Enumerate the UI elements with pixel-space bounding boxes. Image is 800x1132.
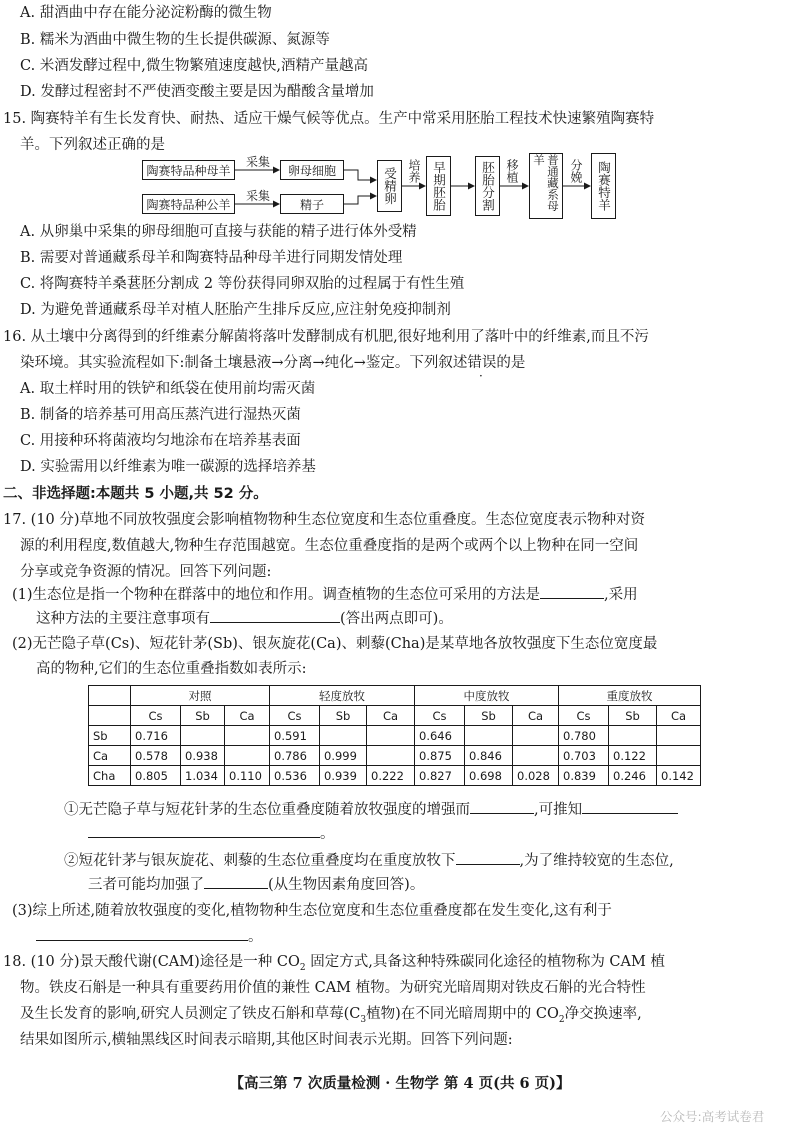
table-cell: 0.999 xyxy=(320,746,367,766)
sub-header: Cs xyxy=(559,706,609,726)
table-cell xyxy=(367,746,415,766)
q18-text: 18. (10 分)景天酸代谢(CAM)途径是一种 CO xyxy=(3,954,300,970)
group-header: 重度放牧 xyxy=(559,686,701,706)
embryo-split-box: 胚胎分割 xyxy=(475,156,500,216)
table-cell: 0.786 xyxy=(270,746,320,766)
q17-part1-notes-text: 这种方法的主要注意事项有 xyxy=(36,611,210,627)
q17-sub2-line2 xyxy=(88,874,424,895)
q15-stem-line2: 羊。下列叙述正确的是 xyxy=(20,137,165,153)
q17-part1-notes-end: (答出两点即可)。 xyxy=(340,611,453,627)
q17-sub1-line1 xyxy=(64,799,678,820)
q17-sub2-end: (从生物因素角度回答)。 xyxy=(268,877,425,893)
q17-stem-line2: 源的利用程度,数值越大,物种生存范围越宽。生态位重叠度指的是两个或两个以上物种在同一空间 xyxy=(20,538,639,554)
q17-stem-line3: 分享或竞争资源的情况。回答下列问题: xyxy=(20,564,272,580)
row-label: Sb xyxy=(89,726,131,746)
table-corner-cell xyxy=(89,686,131,706)
q16-option-d: D. 实验需用以纤维素为唯一碳源的选择培养基 xyxy=(20,459,316,475)
table-cell: 0.591 xyxy=(270,726,320,746)
q17-part2-line2: 高的物种,它们的生态位重叠指数如表所示: xyxy=(36,661,307,677)
q16-option-c: C. 用接种环将菌液均匀地涂布在培养基表面 xyxy=(20,433,301,449)
table-cell: 0.805 xyxy=(131,766,181,786)
arrow-egg-fert xyxy=(344,170,376,180)
q17-part1-text: (1)生态位是指一个物种在群落中的地位和作用。调查植物的生态位可采用的方法是 xyxy=(12,587,541,603)
table-subheader-row xyxy=(89,706,701,726)
q17-sub1-text-cont: ,可推知 xyxy=(534,802,583,818)
table-corner-cell xyxy=(89,706,131,726)
sub-header: Cs xyxy=(131,706,181,726)
recipient-ewe-box: 普通藏系母羊 xyxy=(529,153,563,219)
sub-header: Cs xyxy=(415,706,465,726)
q15-option-c: C. 将陶赛特羊桑葚胚分割成 2 等份获得同卵双胎的过程属于有性生殖 xyxy=(20,276,465,292)
table-cell: 0.122 xyxy=(609,746,657,766)
table-cell xyxy=(225,726,270,746)
sub-header: Sb xyxy=(609,706,657,726)
table-cell xyxy=(609,726,657,746)
table-cell xyxy=(181,726,225,746)
q17-part1-line1 xyxy=(12,584,638,605)
answer-blank-notes[interactable] xyxy=(210,608,340,623)
sub-header: Ca xyxy=(225,706,270,726)
niche-overlap-table xyxy=(88,685,701,786)
group-header: 轻度放牧 xyxy=(270,686,415,706)
q16-option-a: A. 取土样时用的铁铲和纸袋在使用前均需灭菌 xyxy=(20,381,316,397)
table-cell: 0.028 xyxy=(513,766,559,786)
table-cell xyxy=(657,746,701,766)
sub-header: Ca xyxy=(367,706,415,726)
table-cell xyxy=(367,726,415,746)
birth-label: 分娩 xyxy=(569,159,583,183)
table-cell: 0.846 xyxy=(465,746,513,766)
fertilized-egg-box: 受精卵 xyxy=(377,160,402,212)
group-header: 中度放牧 xyxy=(415,686,559,706)
table-cell xyxy=(465,726,513,746)
q16-stem-line1: 16. 从土壤中分离得到的纤维素分解菌将落叶发酵制成有机肥,很好地利用了落叶中的纤维素,而且不污 xyxy=(3,329,649,345)
q18-text-co2: 植物)在不同光暗周期中的 CO xyxy=(366,1006,559,1022)
sperm-box: 精子 xyxy=(280,194,344,214)
answer-blank-conclusion[interactable] xyxy=(36,926,248,941)
table-cell: 0.578 xyxy=(131,746,181,766)
q17-part2-line1: (2)无芒隐子草(Cs)、短花针茅(Sb)、银灰旋花(Ca)、刺藜(Cha)是某草地各放牧强度下生态位宽度最 xyxy=(12,636,658,652)
q18-stem-line2: 物。铁皮石斛是一种具有重要药用价值的兼性 CAM 植物。为研究光暗周期对铁皮石斛的光合特性 xyxy=(20,980,646,996)
q18-text-cont: 固定方式,具备这种特殊碳同化途径的植物称为 CAM 植 xyxy=(305,954,665,970)
q15-option-a: A. 从卵巢中采集的卵母细胞可直接与获能的精子进行体外受精 xyxy=(20,224,417,240)
arrow-sperm-fert xyxy=(344,196,376,204)
table-cell: 0.827 xyxy=(415,766,465,786)
table-cell: 0.246 xyxy=(609,766,657,786)
q14-option-d: D. 发酵过程密封不严使酒变酸主要是因为醋酸含量增加 xyxy=(20,84,374,100)
table-cell xyxy=(513,746,559,766)
q16-stem-line2 xyxy=(20,353,525,373)
sub-header: Ca xyxy=(657,706,701,726)
page-footer: 【高三第 7 次质量检测 · 生物学 第 4 页(共 6 页)】 xyxy=(229,1075,571,1092)
table-cell: 0.938 xyxy=(181,746,225,766)
table-cell: 0.939 xyxy=(320,766,367,786)
q17-part1-text-cont: ,采用 xyxy=(604,587,638,603)
co2-subscript: 2 xyxy=(299,962,306,973)
q14-option-b: B. 糯米为酒曲中微生物的生长提供碳源、氮源等 xyxy=(20,32,330,48)
table-cell: 0.142 xyxy=(657,766,701,786)
table-cell: 0.110 xyxy=(225,766,270,786)
female-sheep-box: 陶赛特品种母羊 xyxy=(142,160,235,180)
q16-option-b: B. 制备的培养基可用高压蒸汽进行湿热灭菌 xyxy=(20,407,301,423)
answer-blank-inference-a[interactable] xyxy=(582,799,678,814)
table-cell xyxy=(657,726,701,746)
egg-cell-box: 卵母细胞 xyxy=(280,160,344,180)
answer-blank-method[interactable] xyxy=(540,584,604,599)
table-cell: 0.698 xyxy=(465,766,513,786)
male-sheep-box: 陶赛特品种公羊 xyxy=(142,194,235,214)
table-cell: 0.703 xyxy=(559,746,609,766)
q17-sub2-text: ②短花针茅与银灰旋花、刺藜的生态位重叠度均在重度放牧下 xyxy=(64,853,456,869)
sub-header: Sb xyxy=(181,706,225,726)
q17-sub1-line2: 。 xyxy=(88,823,335,844)
table-row-sb xyxy=(89,726,701,746)
table-cell: 0.222 xyxy=(367,766,415,786)
answer-blank-heavy-grazing[interactable] xyxy=(456,850,520,865)
table-cell: 0.839 xyxy=(559,766,609,786)
table-cell: 1.034 xyxy=(181,766,225,786)
answer-blank-strengthen[interactable] xyxy=(204,874,268,889)
q17-sub1-text: ①无芒隐子草与短花针茅的生态位重叠度随着放牧强度的增强而 xyxy=(64,802,470,818)
sub-header: Ca xyxy=(513,706,559,726)
collect-label-2: 采集 xyxy=(246,189,271,203)
section-header: 二、非选择题:本题共 5 小题,共 52 分。 xyxy=(3,486,268,502)
q17-stem-line1: 17. (10 分)草地不同放牧强度会影响植物物种生态位宽度和生态位重叠度。生态位宽度表示物种对资 xyxy=(3,512,646,528)
table-cell: 0.646 xyxy=(415,726,465,746)
early-embryo-box: 早期胚胎 xyxy=(426,156,451,216)
q18-stem-line1 xyxy=(3,952,665,978)
q17-part3-line2: 。 xyxy=(36,926,263,947)
q17-part1-line2 xyxy=(36,608,453,629)
q16-stem-text: 染环境。其实验流程如下:制备土壤悬液→分离→纯化→鉴定。下列叙述 xyxy=(20,355,468,371)
q15-option-b: B. 需要对普通藏系母羊和陶赛特品种母羊进行同期发情处理 xyxy=(20,250,403,266)
q15-option-d: D. 为避免普通藏系母羊对植人胚胎产生排斥反应,应注射免疫抑制剂 xyxy=(20,302,451,318)
table-row-ca xyxy=(89,746,701,766)
q17-sub2-text-cont: ,为了维持较宽的生态位, xyxy=(519,853,674,869)
c3-subscript: 3 xyxy=(360,1014,367,1025)
q16-stem-end: 的是 xyxy=(496,355,526,371)
q18-stem-line3 xyxy=(20,1004,642,1030)
q14-option-a: A. 甜酒曲中存在能分泌淀粉酶的微生物 xyxy=(20,5,272,21)
collect-label-1: 采集 xyxy=(246,155,271,169)
table-cell: 0.536 xyxy=(270,766,320,786)
table-group-header-row xyxy=(89,686,701,706)
row-label: Ca xyxy=(89,746,131,766)
table-cell: 0.875 xyxy=(415,746,465,766)
culture-label: 培养 xyxy=(407,159,421,183)
table-cell xyxy=(513,726,559,746)
watermark: 公众号:高考试卷君 xyxy=(660,1109,765,1124)
sub-header: Sb xyxy=(465,706,513,726)
offspring-box: 陶赛特羊 xyxy=(591,153,616,219)
q14-option-c: C. 米酒发酵过程中,微生物繁殖速度越快,酒精产量越高 xyxy=(20,58,369,74)
table-cell xyxy=(320,726,367,746)
q18-text-c3: 及生长发育的影响,研究人员测定了铁皮石斛和草莓(C xyxy=(20,1006,361,1022)
q17-part3-line1: (3)综上所述,随着放牧强度的变化,植物物种生态位宽度和生态位重叠度都在发生变化,这有利于 xyxy=(12,903,612,919)
q16-emphasis-word: 错误 xyxy=(467,355,497,371)
table-row-cha xyxy=(89,766,701,786)
q15-stem-line1: 15. 陶赛特羊有生长发育快、耐热、适应干燥气候等优点。生产中常采用胚胎工程技术快速繁殖陶赛特 xyxy=(3,111,655,127)
answer-blank-inference-b[interactable] xyxy=(88,823,320,838)
sub-header: Sb xyxy=(320,706,367,726)
group-header: 对照 xyxy=(131,686,270,706)
co2-subscript: 2 xyxy=(558,1014,565,1025)
q17-sub2-line1 xyxy=(64,850,674,871)
row-label: Cha xyxy=(89,766,131,786)
answer-blank-trend[interactable] xyxy=(470,799,534,814)
table-cell: 0.716 xyxy=(131,726,181,746)
transfer-label: 移植 xyxy=(505,159,519,183)
q17-sub2-strengthen-text: 三者可能均加强了 xyxy=(88,877,204,893)
q18-text-rate: 净交换速率, xyxy=(564,1006,642,1022)
table-cell xyxy=(225,746,270,766)
table-cell: 0.780 xyxy=(559,726,609,746)
q18-stem-line4: 结果如图所示,横轴黑线区时间表示暗期,其他区时间表示光期。回答下列问题: xyxy=(20,1032,513,1048)
sub-header: Cs xyxy=(270,706,320,726)
